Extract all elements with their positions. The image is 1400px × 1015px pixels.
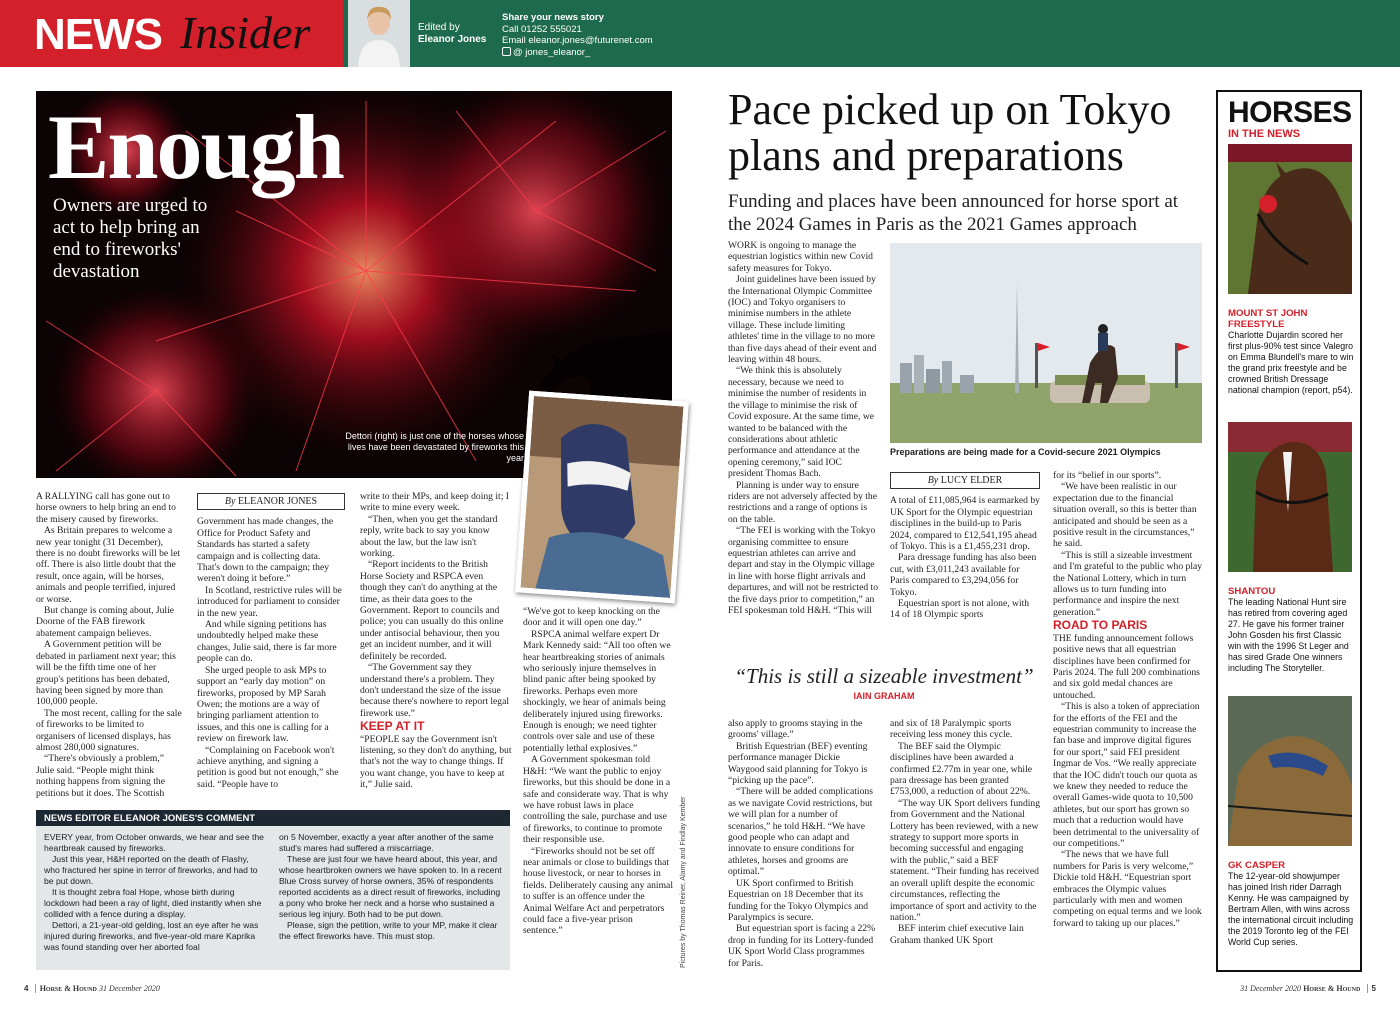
dettori-photo xyxy=(515,391,689,604)
email-line[interactable]: Email eleanor.jones@futurenet.com xyxy=(502,35,653,46)
call-line: Call 01252 555021 xyxy=(502,23,582,35)
tokyo-caption: Preparations are being made for a Covid-secure 2021 Olympics xyxy=(890,447,1161,457)
sidebar-item-3: GK CASPER The 12-year-old showjumper has joined Irish rider Darragh Kenny. He was campaigned by Bertram Allen, with wins across the international circuit including the 2019 Toronto leg of the FEI World Cup series. xyxy=(1228,860,1354,947)
right-low-col-2: and six of 18 Paralympic sports receiving less money this cycle. The BEF said the Olympic disciplines have been awarded a confirmed £2.77m in year one, while para dressage has been granted £753,000, a reduction of about 22%. “The way UK Sport delivers funding from Government and the National Lottery has been reviewed, with a new strategy to support more sports in becoming successful and engaging with the public,” said a BEF statement. “Their funding has received an overall uplift despite the economic circumstances, reflecting the importance of sport and activity to the nation.” BEF interim chief executive Iain Graham thanked UK Sport xyxy=(890,718,1040,946)
right-byline: By LUCY ELDER xyxy=(890,472,1040,489)
horse-photo-1 xyxy=(1228,144,1352,294)
subhead-road-to-paris: ROAD TO PARIS xyxy=(1053,618,1148,633)
left-byline: By ELEANOR JONES xyxy=(197,493,345,510)
footer-left: 4 Horse & Hound 31 December 2020 xyxy=(24,984,160,993)
comment-box xyxy=(36,810,510,970)
right-col-2: By LUCY ELDER A total of £11,085,964 is earmarked by UK Sport for the Olympic equestrian disciplines in the build-up to Paris 2024, compared to £12,541,195 ahead of Tokyo. This is a £1,455,231 drop. Para dressage funding has also been cut, with £3,011,243 available for Paris compared to £3,294,056 for Tokyo. Equestrian sport is not alone, with 14 of 18 Olympic sports xyxy=(890,470,1040,652)
logo-news: NEWS xyxy=(34,10,162,59)
right-col-3: for its “belief in our sports”. “We have been realistic in our expectation due to the financial situation overall, so this is better than anticipated and should be seen as a positive result in the circumstances,” he said. “This is still a sizeable investment and I'm grateful to the public who play the National Lottery, which in turn allows us to turn funding into performance and inspire the next generation.” ROAD TO PARIS THE funding announcement follows positive news that all equestrian disciplines have been confirmed for Paris 2024. The full 200 combinations and six gold medal chances are untouched. “This is also a token of appreciation for the efforts of the FEI and the equestrian community to increase the fan base and improve digital figures for our sport,” said FEI president Ingmar de Vos. “We really appreciate that the IOC didn't touch our quota as we knew they needed to reduce the overall Games-wide quota to 10,500 athletes, but our sport has grown so much that a reduction would have been detrimental to the universality of our competitions.” “The news that we have full numbers for Paris is very welcome,” Dickie told H&H. “Equestrian sport embraces the Olympic values particularly with men and women competing on equal terms and we look forward to taking up our places.” xyxy=(1053,470,1203,929)
left-col-3: write to their MPs, and keep doing it; I write to mine every week. “Then, when you get the standard reply, write back to say you know about the law, but the law isn't working. “Report incidents to the British Horse Society and RSPCA even though they can't do anything at the time, as their data goes to the Government. Report to councils and police; you can usually do this online under antisocial behaviour, then you get an incident number, and it will definitely be recorded. “The Government say they understand there's a problem. They don't understand the size of the issue because there's nowhere to report legal firework use.” KEEP AT IT “PEOPLE say the Government isn't listening, so they don't do anything, but that's not the way to change things. If you want change, you have to keep at it,” Julie said. xyxy=(360,491,512,791)
picture-credit: Pictures by Thomas Reiner, Alamy and Findlay Kember xyxy=(680,796,687,968)
editor-photo xyxy=(348,0,410,67)
pull-quote: “This is still a sizeable investment” IAIN GRAHAM xyxy=(734,664,1034,701)
edited-by: Edited by Eleanor Jones xyxy=(418,22,487,45)
sidebar-title: HORSES xyxy=(1228,96,1352,129)
right-standfirst: Funding and places have been announced for horse sport at the 2024 Games in Paris as the 2021 Games approach xyxy=(728,191,1179,235)
right-headline: Pace picked up on Tokyo plans and preparations xyxy=(728,85,1172,180)
header-logo-block xyxy=(0,0,343,67)
comment-title: NEWS EDITOR ELEANOR JONES'S COMMENT xyxy=(36,810,510,826)
share-line: Share your news story xyxy=(502,12,604,23)
left-col-4: “We've got to keep knocking on the door and it will open one day.” RSPCA animal welfare expert Dr Mark Kennedy said: “All too often we hear heartbreaking stories of animals who seriously injure themselves in blind panic after being spooked by fireworks. Perhaps even more shockingly, we hear of animals being deliberately injured using fireworks. Enough is enough; we need tighter controls over sale and use of these potentially lethal explosives.” A Government spokesman told H&H: “We want the public to enjoy fireworks, but this should be done in a safe and considerate way. That is why we have robust laws in place controlling the sale, purchase and use of fireworks, to continue to promote their responsible use. “Fireworks should not be set off near animals or close to buildings that house livestock, or near to horses in fields. Deliberately causing any animal to suffer is an offence under the Animal Welfare Act and perpetrators could face a five-year prison sentence.” xyxy=(523,606,673,937)
left-col-1: A RALLYING call has gone out to horse owners to help bring an end to the misery caused by fireworks. As Britain prepares to welcome a new year tonight (31 December), there is no doubt fireworks will be let off. There is also little doubt that the result, once again, will be horses, animals and people terrified, injured or worse. But change is coming about, Julie Doorne of the FAB firework abatement campaign believes. A Government petition will be debated in parliament next year; this will be the fifth time one of her group's petitions has been debated, having been signed by more than 100,000 people. The most recent, calling for the sale of fireworks to be limited to organisers of licensed displays, has almost 280,000 signatures. “There's obviously a problem,” Julie said. “People might think nothing happens from signing the petitions but it does. The Scottish xyxy=(36,491,182,799)
sidebar-item-1: MOUNT ST JOHN FREESTYLE Charlotte Dujardin scored her first plus-90% test since Valegro on Emma Blundell's mare to win the grand prix freestyle and be crowned British Dressage national champion (report, p54). xyxy=(1228,308,1354,395)
horse-photo-2 xyxy=(1228,422,1352,572)
headline-enough: Enough xyxy=(48,96,343,198)
horse-photo-3 xyxy=(1228,696,1352,846)
right-low-col-1: also apply to grooms staying in the grooms' village.” British Equestrian (BEF) eventing performance manager Dickie Waygood said planning for Tokyo is “picking up the pace”. “There will be added complications as we navigate Covid restrictions, but we will plan for a number of scenarios,” he told H&H. “We have good people who can adapt and innovate to ensure conditions for athletes, horses and grooms are optimal.” UK Sport confirmed to British Equestrian on 18 December that its funding for the Tokyo Olympics and Paralympics is secure. But equestrian sport is facing a 22% drop in funding for its Lottery-funded UK Sport World Class programmes for Paris. xyxy=(728,718,876,969)
comment-col-1: EVERY year, from October onwards, we hear and see the heartbreak caused by fireworks. Just this year, H&H reported on the death of Flashy, who fractured her spine in terror of fireworks, and had to be put down. It is thought zebra foal Hope, whose birth during lockdown had been a ray of light, died instantly when she collided with a fence during a display. Dettori, a 21-year-old gelding, lost an eye after he was injured during fireworks, and five-year-old mare Kaprika was found standing over her aborted foal xyxy=(44,832,264,952)
instagram-icon xyxy=(502,47,511,56)
comment-col-2: on 5 November, exactly a year after another of the same stud's mares had suffered a miscarriage. These are just four we have heard about, this year, and whose heartbroken owners we have spoken to. In a recent Blue Cross survey of horse owners, 35% of respondents reported accidents as a direct result of fireworks, including a pony who broke her neck and a horse who sustained a serious leg injury. Both had to be put down. Please, sign the petition, write to your MP, make it clear the effect fireworks have. This must stop. xyxy=(279,832,502,941)
contact-info xyxy=(502,12,653,58)
right-col-1: WORK is ongoing to manage the equestrian logistics within new Covid safety measures for Tokyo. Joint guidelines have been issued by the International Olympic Committee (IOC) and Tokyo organisers to minimise numbers in the athlete village. These include limiting athletes' time in the village to no more than five days ahead of their event and leaving within 48 hours. “We think this is absolutely necessary, because we need to minimise the number of residents in the village to minimise the risk of Covid exposure. At the same time, we wanted to be balanced with the considerations about athletic performance and attendance at the opening ceremony,” said IOC president Thomas Bach. Planning is under way to ensure riders are not adversely affected by the restrictions and a range of options is on the table. “The FEI is working with the Tokyo organising committee to ensure equestrian athletes can arrive and depart and stay in the Olympic village in line with horse flight arrivals and departures, and will not be restricted to the five days prior to competition,” an FEI spokesman told H&H. “This will xyxy=(728,240,878,616)
footer-right: 31 December 2020 Horse & Hound 5 xyxy=(1240,984,1376,993)
horses-sidebar xyxy=(1216,90,1362,972)
tokyo-photo xyxy=(890,243,1202,443)
logo-insider: Insider xyxy=(180,7,311,58)
left-standfirst: Owners are urged to act to help bring an end to fireworks' devastation xyxy=(53,195,208,282)
sidebar-subtitle: IN THE NEWS xyxy=(1228,128,1301,140)
subhead-keep-at-it: KEEP AT IT xyxy=(360,719,425,734)
instagram-line[interactable]: @ jones_eleanor_ xyxy=(502,47,653,59)
fireworks-caption: Dettori (right) is just one of the horses whose lives have been devastated by fireworks this year xyxy=(345,431,524,463)
sidebar-item-2: SHANTOU The leading National Hunt sire has retired from covering aged 27. He gave his former trainer John Gosden his first Classic win with the 1996 St Leger and has sired Grade One winners including The Storyteller. xyxy=(1228,586,1349,673)
left-col-2: By ELEANOR JONES Government has made changes, the Office for Product Safety and Standards has started a safety campaign and is collecting data. That's down to the campaign; they weren't doing it before.” In Scotland, restrictive rules will be introduced for parliament to consider in the new year. And while signing petitions has undoubtedly helped make these changes, Julie said, there is far more people can do. She urged people to ask MPs to support an “early day motion” on fireworks, proposed by MP Sarah Owen; the motions are a way of bringing parliament attention to issues, and this one is calling for a review on firework law. “Complaining on Facebook won't achieve anything, and signing a petition is good but not enough,” she said. “People have to xyxy=(197,491,345,805)
